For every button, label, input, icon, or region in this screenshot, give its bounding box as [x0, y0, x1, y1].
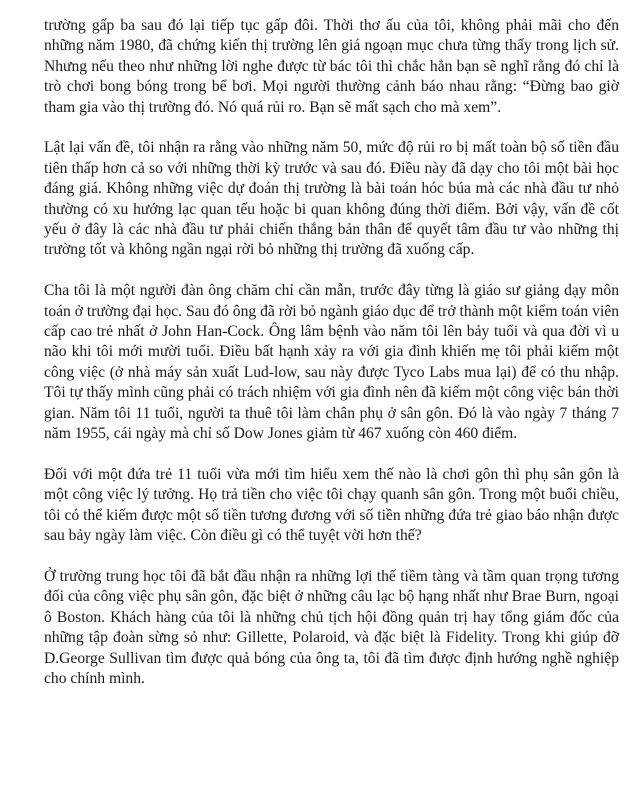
- paragraph-3: Cha tôi là một người đàn ông chăm chỉ cần mẫn, trước đây từng là giáo sư giảng dạy môn toán ở trường đại học. Sau đó ông đã rời bỏ ngành giáo dục để trở thành một kiểm toán viên cấp cao trẻ nhất ở John Han-Cock. Ông lâm bệnh vào năm tôi lên bảy tuổi và qua đời vì u não khi tôi mới mười tuổi. Điều bất hạnh xảy ra với gia đình khiến mẹ tôi phải kiếm một công việc (ở nhà máy sản xuất Lud-low, sau này được Tyco Labs mua lại) để có thu nhập. Tôi tự thấy mình cũng phải có trách nhiệm với gia đình nên đã kiếm một công việc bán thời gian. Năm tôi 11 tuổi, người ta thuê tôi làm chân phụ ở sân gôn. Đó là vào ngày 7 tháng 7 năm 1955, cái ngày mà chỉ số Dow Jones giảm từ 467 xuống còn 460 điểm.: [44, 282, 619, 443]
- paragraph-4: Đối với một đứa trẻ 11 tuổi vừa mới tìm hiểu xem thế nào là chơi gôn thì phụ sân gôn là một công việc lý tưởng. Họ trả tiền cho việc tôi chạy quanh sân gôn. Trong một buổi chiều, tôi có thể kiếm được một số tiền tương đương với số tiền những đứa trẻ giao báo nhận được sau bảy ngày làm việc. Còn điều gì có thể tuyệt vời hơn thế?: [44, 465, 619, 545]
- paragraph-2: Lật lại vấn đề, tôi nhận ra rằng vào những năm 50, mức độ rủi ro bị mất toàn bộ số tiền đầu tiên thấp hơn cả so với những thời kỳ trước và sau đó. Điều này đã dạy cho tôi một bài học đáng giá. Không những việc dự đoán thị trường là bài toán hóc búa mà các nhà đầu tư nhỏ thường có xu hướng lạc quan tếu hoặc bi quan không đúng thời điểm. Bởi vậy, vấn đề cốt yếu ở đây là các nhà đầu tư phải chiến thắng bản thân để quyết tâm đầu tư vào những thị trường tốt và không ngần ngại rời bỏ những thị trường đã xuống cấp.: [44, 139, 619, 259]
- paragraph-1: trường gấp ba sau đó lại tiếp tục gấp đôi. Thời thơ ấu của tôi, không phải mãi cho đến những năm 1980, đã chứng kiến thị trường lên giá ngoạn mục chưa từng thấy trong lịch sử. Nhưng nếu theo như những lời nghe được từ bác tôi thì chắc hẳn bạn sẽ nghĩ rằng đó chỉ là trò chơi bong bóng trong bể bơi. Mọi người thường cảnh báo nhau rằng: “Đừng bao giờ tham gia vào thị trường đó. Nó quá rủi ro. Bạn sẽ mất sạch cho mà xem”.: [44, 17, 619, 116]
- paragraph-5: Ở trường trung học tôi đã bắt đầu nhận ra những lợi thế tiềm tàng và tầm quan trọng tương đối của công việc phụ sân gôn, đặc biệt ở những câu lạc bộ hạng nhất như Brae Burn, ngoại ô Boston. Khách hàng của tôi là những chủ tịch hội đồng quản trị hay tổng giám đốc của những tập đoàn sừng sỏ như: Gillette, Polaroid, và đặc biệt là Fidelity. Trong khi giúp đỡ D.George Sullivan tìm được quả bóng của ông ta, tôi đã tìm được định hướng nghề nghiệp cho chính mình.: [44, 567, 619, 687]
